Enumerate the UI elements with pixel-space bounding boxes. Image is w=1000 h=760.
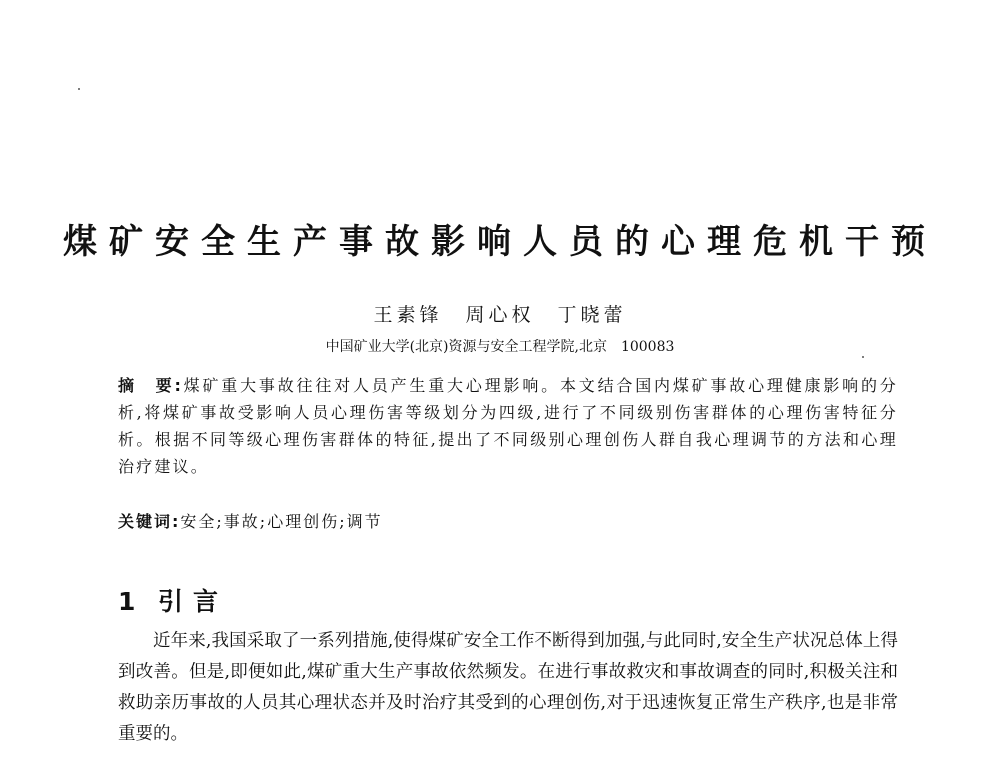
- abstract-block: [118, 372, 898, 480]
- affiliation: 中国矿业大学(北京)资源与安全工程学院,北京 100083: [325, 339, 675, 355]
- body-paragraph: 近年来,我国采取了一系列措施,使得煤矿安全工作不断得到加强,与此同时,安全生产状况总体上得到改善。但是,即便如此,煤矿重大生产事故依然频发。在进行事故救灾和事故调查的同时,积极关注和救助亲历事故的人员其心理状态并及时治疗其受到的心理创伤,对于迅速恢复正常生产秩序,也是非常重要的。: [118, 631, 898, 744]
- scan-speck: [862, 356, 864, 358]
- keywords-label: 关键词:: [118, 512, 181, 531]
- body-paragraph-block: [118, 626, 898, 750]
- abstract-label: 摘 要:: [118, 376, 184, 395]
- section-title: 引言: [158, 587, 229, 616]
- section-heading: [118, 582, 228, 618]
- paper-title: 煤矿安全生产事故影响人员的心理危机干预: [63, 222, 937, 262]
- keywords-block: [118, 509, 898, 532]
- author-list: 王素锋 周心权 丁晓蕾: [373, 304, 627, 326]
- scan-speck: [78, 88, 80, 90]
- section-number: 1: [118, 587, 136, 616]
- keywords-text: 安全;事故;心理创伤;调节: [180, 512, 383, 531]
- abstract-text: 煤矿重大事故往往对人员产生重大心理影响。本文结合国内煤矿事故心理健康影响的分析,将煤矿事故受影响人员心理伤害等级划分为四级,进行了不同级别伤害群体的心理伤害特征分析。根据不同等级心理伤害群体的特征,提出了不同级别心理创伤人群自我心理调节的方法和心理治疗建议。: [118, 376, 898, 476]
